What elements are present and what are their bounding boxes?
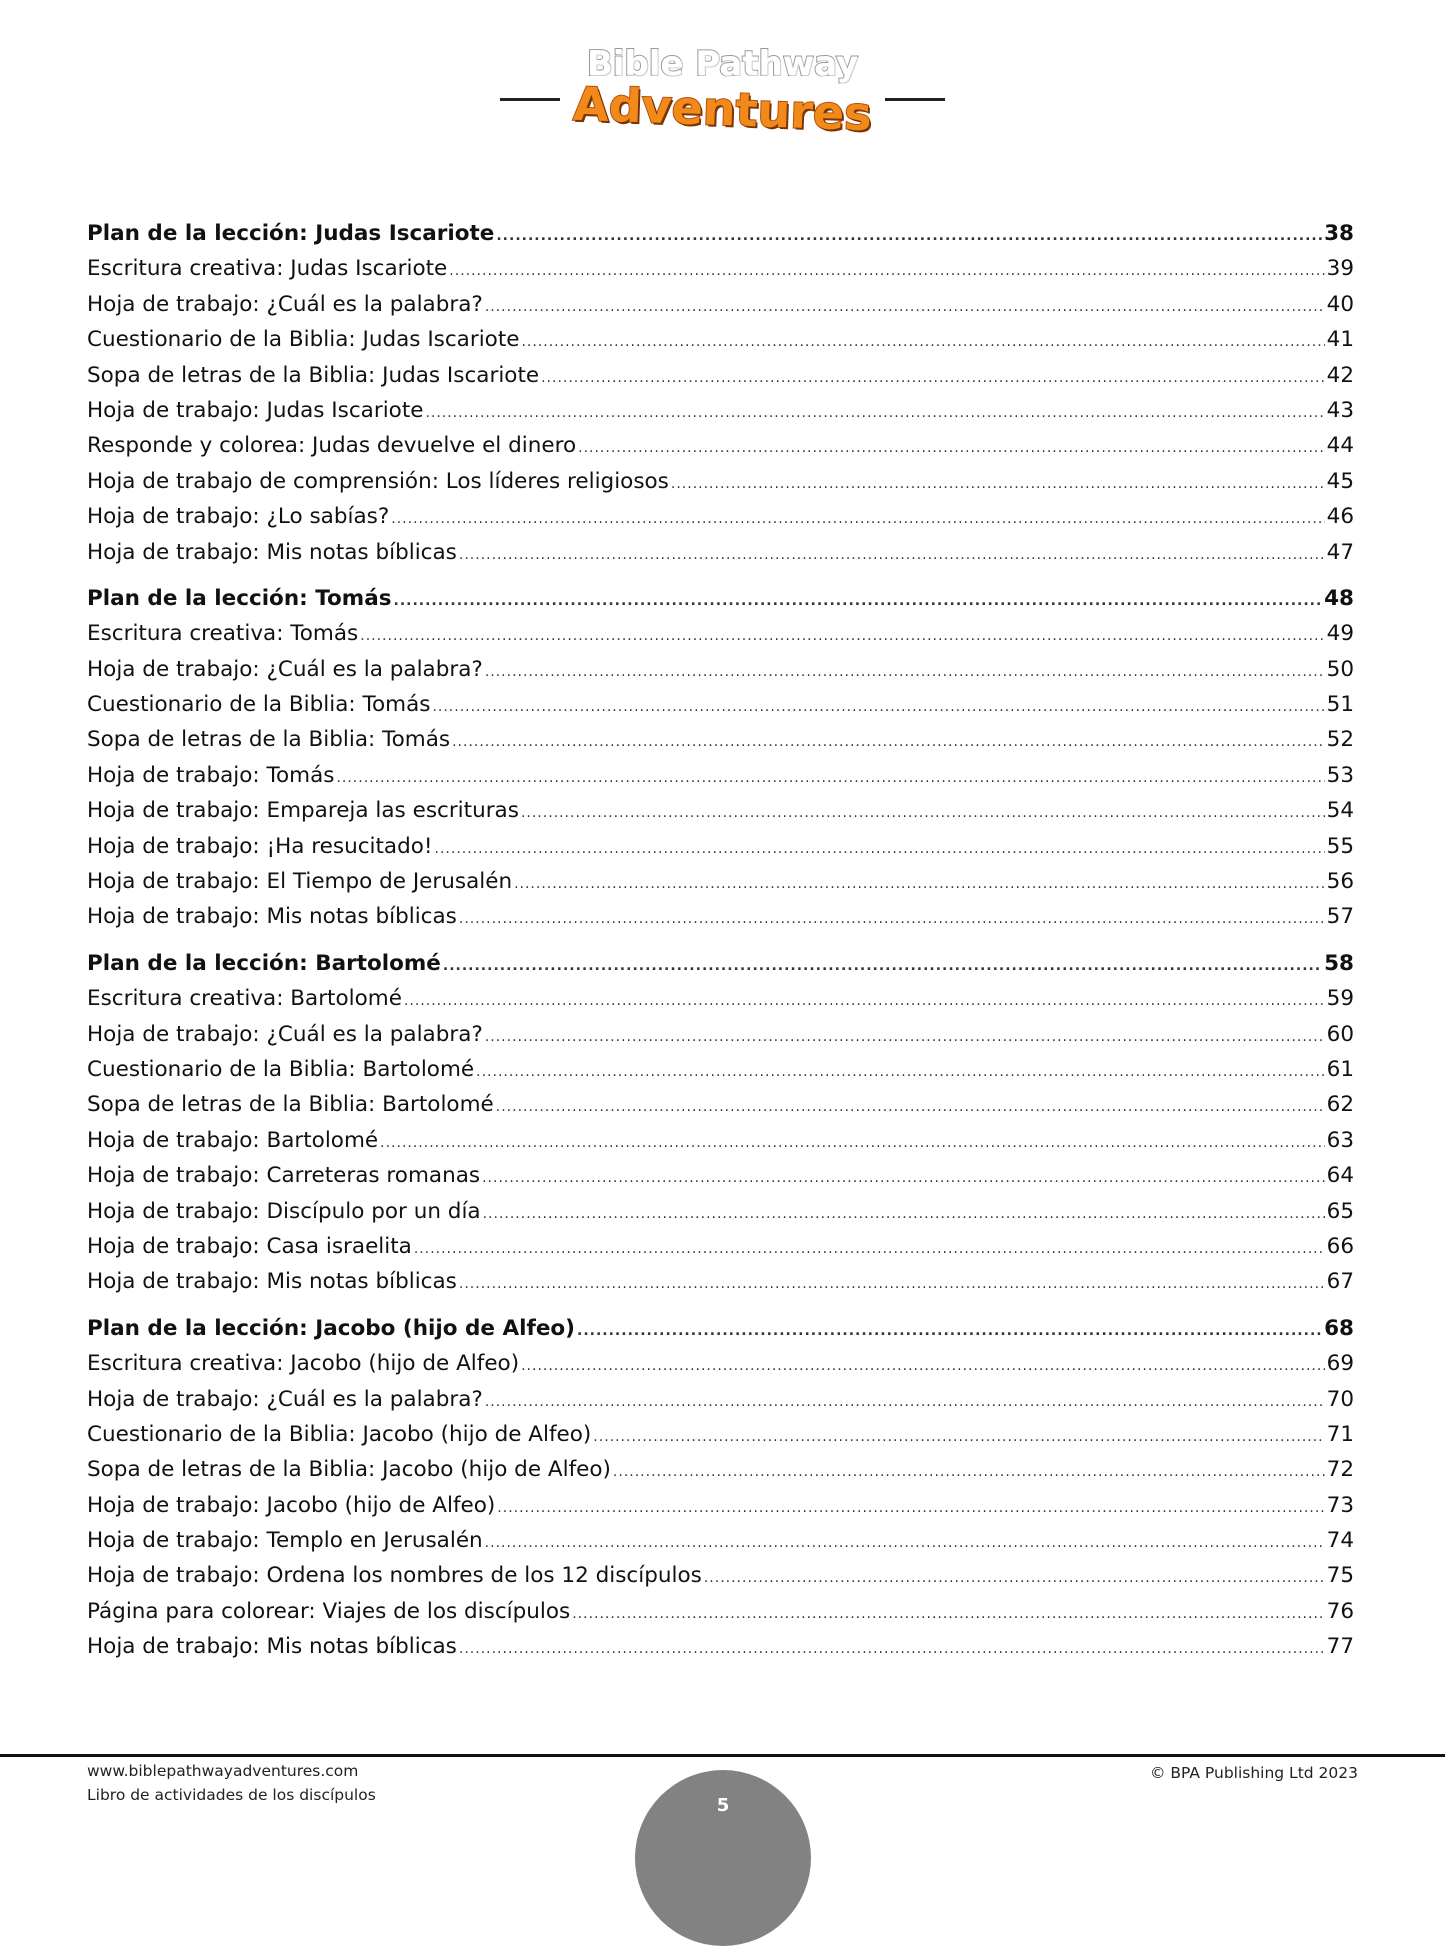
toc-entry-title: Hoja de trabajo: Mis notas bíblicas <box>87 1634 457 1660</box>
dot-leader <box>541 361 1325 396</box>
toc-entry-title: Hoja de trabajo: ¿Cuál es la palabra? <box>87 1386 483 1412</box>
toc-entry-page: 67 <box>1326 1269 1354 1295</box>
footer-divider <box>0 1754 1445 1757</box>
dot-leader <box>449 254 1324 289</box>
toc-entry-title: Hoja de trabajo: Discípulo por un día <box>87 1198 481 1224</box>
dot-leader <box>578 431 1325 466</box>
dot-leader <box>613 1455 1325 1490</box>
toc-entry-title: Hoja de trabajo: ¿Cuál es la palabra? <box>87 656 483 682</box>
toc-entry <box>87 829 1354 864</box>
toc-entry-page: 60 <box>1326 1021 1354 1047</box>
toc-entry <box>87 1158 1354 1193</box>
toc-entry <box>87 499 1354 534</box>
toc-entry-title: Hoja de trabajo: Ordena los nombres de los 12 discípulos <box>87 1563 702 1589</box>
toc-entry-page: 57 <box>1326 904 1354 930</box>
dot-leader <box>391 502 1324 537</box>
dot-leader <box>521 796 1325 831</box>
toc-entry-page: 41 <box>1326 327 1354 353</box>
dot-leader <box>459 1632 1325 1667</box>
dot-leader <box>482 1161 1325 1196</box>
dot-leader <box>485 290 1325 325</box>
dot-leader <box>593 1420 1324 1455</box>
toc-entry-page: 66 <box>1326 1233 1354 1259</box>
toc-entry-title: Hoja de trabajo: ¡Ha resucitado! <box>87 833 433 859</box>
toc-entry-title: Hoja de trabajo: ¿Cuál es la palabra? <box>87 291 483 317</box>
toc-entry-title: Escritura creativa: Judas Iscariote <box>87 256 448 282</box>
toc-entry-page: 72 <box>1326 1457 1354 1483</box>
toc-entry-page: 64 <box>1326 1163 1354 1189</box>
toc-entry-title: Hoja de trabajo: ¿Lo sabías? <box>87 504 390 530</box>
dot-leader <box>380 1126 1325 1161</box>
toc-entry-title: Responde y colorea: Judas devuelve el dinero <box>87 433 577 459</box>
dot-leader <box>496 1090 1325 1125</box>
dot-leader <box>432 690 1324 725</box>
toc-entry <box>87 1382 1354 1417</box>
dot-leader <box>485 1020 1325 1055</box>
toc-section <box>87 581 1354 935</box>
toc-entry <box>87 1264 1354 1299</box>
toc-entry-title: Cuestionario de la Biblia: Jacobo (hijo de Alfeo) <box>87 1421 592 1447</box>
dot-leader <box>572 1597 1324 1632</box>
toc-entry <box>87 393 1354 428</box>
toc-entry-title: Hoja de trabajo: Mis notas bíblicas <box>87 539 457 565</box>
toc-entry-title: Hoja de trabajo: Casa israelita <box>87 1233 412 1259</box>
toc-entry-page: 76 <box>1326 1598 1354 1624</box>
toc-entry <box>87 722 1354 757</box>
toc-entry-page: 42 <box>1326 362 1354 388</box>
toc-entry-title: Página para colorear: Viajes de los discípulos <box>87 1598 571 1624</box>
dot-leader <box>485 1526 1325 1561</box>
logo-text-top: Bible Pathway <box>586 44 859 84</box>
toc-entry <box>87 1452 1354 1487</box>
dot-leader <box>496 219 1322 254</box>
toc-entry-page: 59 <box>1326 986 1354 1012</box>
toc-entry-page: 71 <box>1326 1421 1354 1447</box>
toc-entry <box>87 1346 1354 1381</box>
toc-entry-title: Cuestionario de la Biblia: Judas Iscariote <box>87 327 520 353</box>
toc-entry-page: 55 <box>1326 833 1354 859</box>
toc-entry-page: 48 <box>1324 585 1354 611</box>
toc-entry-page: 62 <box>1326 1092 1354 1118</box>
toc-entry <box>87 464 1354 499</box>
toc-section <box>87 1311 1354 1665</box>
toc-entry-title: Cuestionario de la Biblia: Tomás <box>87 692 431 718</box>
toc-entry-page: 73 <box>1326 1492 1354 1518</box>
dot-leader <box>435 832 1325 867</box>
toc-entry-page: 77 <box>1326 1634 1354 1660</box>
toc-entry-title: Escritura creativa: Bartolomé <box>87 986 402 1012</box>
toc-entry-page: 75 <box>1326 1563 1354 1589</box>
toc-entry-title: Hoja de trabajo: Mis notas bíblicas <box>87 1269 457 1295</box>
toc-section-heading <box>87 946 1354 981</box>
toc-entry <box>87 1087 1354 1122</box>
toc-entry-page: 49 <box>1326 621 1354 647</box>
toc-entry-title: Sopa de letras de la Biblia: Judas Iscariote <box>87 362 540 388</box>
dot-leader <box>414 1232 1325 1267</box>
logo <box>0 42 1445 152</box>
toc-entry-page: 46 <box>1326 504 1354 530</box>
dot-leader <box>425 396 1324 431</box>
dot-leader <box>476 1055 1325 1090</box>
toc-entry-title: Hoja de trabajo: Tomás <box>87 762 335 788</box>
toc-section-heading <box>87 216 1354 251</box>
toc-entry <box>87 428 1354 463</box>
dot-leader <box>485 1385 1325 1420</box>
toc-entry <box>87 981 1354 1016</box>
toc-entry-title: Escritura creativa: Tomás <box>87 621 359 647</box>
toc-entry <box>87 864 1354 899</box>
toc-entry-page: 38 <box>1324 221 1354 246</box>
toc-entry-title: Sopa de letras de la Biblia: Jacobo (hijo de Alfeo) <box>87 1457 611 1483</box>
toc-entry-title: Cuestionario de la Biblia: Bartolomé <box>87 1056 475 1082</box>
dot-leader <box>521 325 1324 360</box>
toc-entry <box>87 1194 1354 1229</box>
toc-entry-page: 63 <box>1326 1127 1354 1153</box>
dot-leader <box>497 1491 1324 1526</box>
dot-leader <box>521 1349 1325 1384</box>
toc-section-heading <box>87 1311 1354 1346</box>
toc-entry-page: 47 <box>1326 539 1354 565</box>
toc-entry-page: 45 <box>1326 468 1354 494</box>
toc-entry-title: Hoja de trabajo: Carreteras romanas <box>87 1163 481 1189</box>
toc-entry <box>87 535 1354 570</box>
toc-entry-page: 39 <box>1326 256 1354 282</box>
toc-entry-title: Hoja de trabajo: Empareja las escrituras <box>87 798 519 824</box>
toc-entry <box>87 687 1354 722</box>
toc-entry-title: Hoja de trabajo: Mis notas bíblicas <box>87 904 457 930</box>
toc-entry <box>87 1558 1354 1593</box>
toc-entry-title: Plan de la lección: Judas Iscariote <box>87 221 495 246</box>
toc-entry-page: 53 <box>1326 762 1354 788</box>
toc-entry-page: 70 <box>1326 1386 1354 1412</box>
toc-entry-page: 44 <box>1326 433 1354 459</box>
toc-entry <box>87 1488 1354 1523</box>
toc-entry <box>87 616 1354 651</box>
page-number: 5 <box>716 1795 730 1816</box>
toc-entry-page: 61 <box>1326 1056 1354 1082</box>
dot-leader <box>483 1197 1325 1232</box>
toc-entry-title: Plan de la lección: Jacobo (hijo de Alfeo) <box>87 1315 576 1341</box>
toc-entry <box>87 251 1354 286</box>
dot-leader <box>394 584 1323 619</box>
toc-entry-page: 58 <box>1324 950 1354 976</box>
dot-leader <box>459 1267 1325 1302</box>
toc-entry <box>87 1523 1354 1558</box>
toc-entry <box>87 899 1354 934</box>
table-of-contents <box>87 216 1354 1676</box>
toc-entry-title: Hoja de trabajo: Judas Iscariote <box>87 397 424 423</box>
toc-entry <box>87 1594 1354 1629</box>
toc-entry-title: Hoja de trabajo: Bartolomé <box>87 1127 379 1153</box>
dot-leader <box>452 725 1325 760</box>
toc-entry <box>87 1417 1354 1452</box>
dot-leader <box>704 1561 1325 1596</box>
toc-entry-page: 74 <box>1326 1528 1354 1554</box>
dot-leader <box>360 619 1324 654</box>
toc-entry-page: 50 <box>1326 656 1354 682</box>
logo-text-bottom: Adventures <box>572 76 873 142</box>
dot-leader <box>577 1314 1322 1349</box>
toc-entry-title: Plan de la lección: Bartolomé <box>87 950 441 976</box>
toc-entry-page: 54 <box>1326 798 1354 824</box>
dot-leader <box>485 655 1325 690</box>
footer-copyright: © BPA Publishing Ltd 2023 <box>1149 1764 1358 1782</box>
footer-website: www.biblepathwayadventures.com <box>87 1762 359 1780</box>
toc-section <box>87 216 1354 570</box>
toc-entry-title: Hoja de trabajo: Templo en Jerusalén <box>87 1528 483 1554</box>
toc-entry <box>87 1229 1354 1264</box>
dot-leader <box>514 867 1325 902</box>
toc-entry <box>87 652 1354 687</box>
toc-entry-page: 56 <box>1326 869 1354 895</box>
toc-entry-title: Hoja de trabajo: Jacobo (hijo de Alfeo) <box>87 1492 496 1518</box>
toc-entry-title: Escritura creativa: Jacobo (hijo de Alfeo) <box>87 1351 520 1377</box>
toc-entry-title: Hoja de trabajo: El Tiempo de Jerusalén <box>87 869 513 895</box>
toc-entry-page: 51 <box>1326 692 1354 718</box>
toc-entry-title: Sopa de letras de la Biblia: Bartolomé <box>87 1092 494 1118</box>
footer-book-title: Libro de actividades de los discípulos <box>87 1786 376 1804</box>
dot-leader <box>459 902 1325 937</box>
toc-entry <box>87 1123 1354 1158</box>
dot-leader <box>404 984 1325 1019</box>
dot-leader <box>443 949 1322 984</box>
toc-entry <box>87 793 1354 828</box>
toc-entry <box>87 1052 1354 1087</box>
dot-leader <box>459 538 1325 573</box>
toc-entry-page: 69 <box>1326 1351 1354 1377</box>
toc-entry-page: 68 <box>1324 1315 1354 1341</box>
toc-entry <box>87 1629 1354 1664</box>
toc-entry-title: Plan de la lección: Tomás <box>87 585 392 611</box>
toc-entry <box>87 287 1354 322</box>
toc-entry-title: Sopa de letras de la Biblia: Tomás <box>87 727 451 753</box>
toc-entry <box>87 758 1354 793</box>
toc-section <box>87 946 1354 1300</box>
toc-entry-title: Hoja de trabajo de comprensión: Los líderes religiosos <box>87 468 669 494</box>
dot-leader <box>671 467 1325 502</box>
toc-entry-page: 43 <box>1326 397 1354 423</box>
toc-entry <box>87 322 1354 357</box>
toc-entry <box>87 1017 1354 1052</box>
dot-leader <box>336 761 1324 796</box>
toc-entry-page: 52 <box>1326 727 1354 753</box>
toc-entry-page: 40 <box>1326 291 1354 317</box>
toc-entry-page: 65 <box>1326 1198 1354 1224</box>
toc-entry-title: Hoja de trabajo: ¿Cuál es la palabra? <box>87 1021 483 1047</box>
toc-entry <box>87 358 1354 393</box>
toc-section-heading <box>87 581 1354 616</box>
